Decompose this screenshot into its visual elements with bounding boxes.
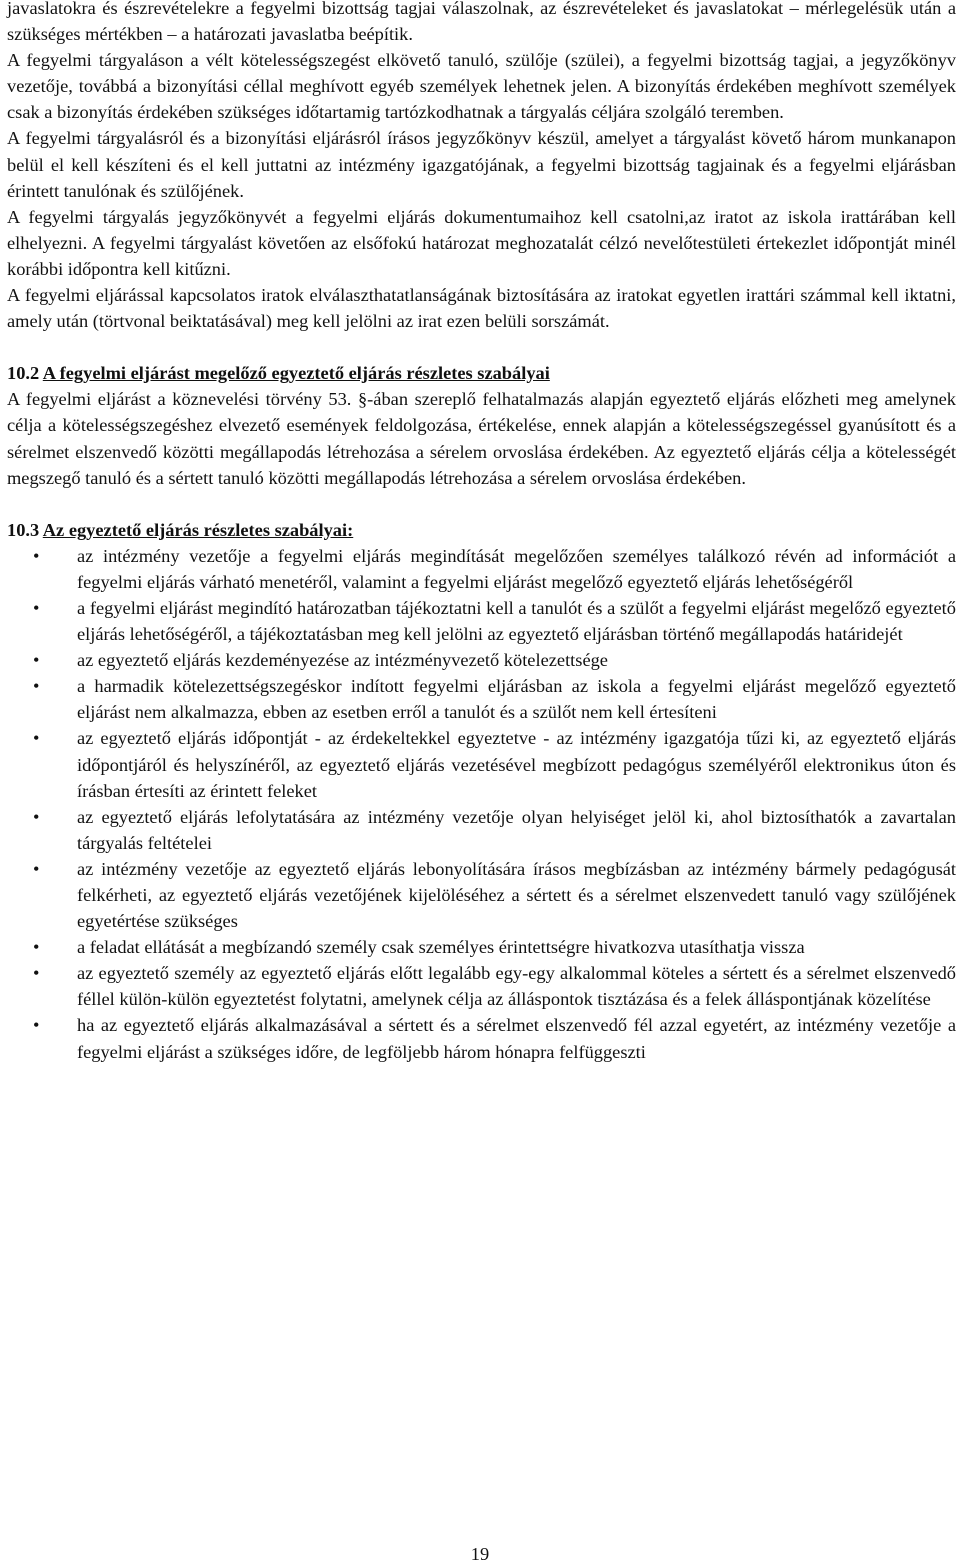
list-item-text: a feladat ellátását a megbízandó személy csak személyes érintettségre hivatkozva utasíthatja vissza	[77, 937, 805, 958]
list-item-text: az egyeztető eljárás kezdeményezése az intézményvezető kötelezettsége	[77, 650, 608, 671]
list-item	[7, 543, 956, 595]
list-item	[7, 595, 956, 647]
list-item	[7, 934, 956, 960]
list-item	[7, 960, 956, 1012]
paragraph-1: javaslatokra és észrevételekre a fegyelmi bizottság tagjai válaszolnak, az észrevételeket és javaslatokat – mérlegelésük után a szükséges mértékben – a határozati javaslatba beépítik.	[7, 0, 956, 45]
section-10-3-number: 10.3	[7, 519, 40, 540]
list-item-text: az egyeztető eljárás időpontját - az érdekeltekkel egyeztetve - az intézmény igazgatója tűzi ki, az egyeztető eljárás időpontjáról és helyszínéről, az egyeztető eljárás vezetésével megbízott pedagógus személyéről elektronikus úton és írásban értesíti az érintett feleket	[77, 728, 956, 801]
section-10-2-heading	[7, 360, 956, 386]
list-item-text: az egyeztető eljárás lefolytatására az intézmény vezetője olyan helyiséget jelöl ki, ahol biztosíthatók a zavartalan tárgyalás feltételei	[77, 806, 956, 853]
section-10-3-title: Az egyeztető eljárás részletes szabályai:	[42, 519, 354, 540]
bullet-icon: •	[33, 858, 40, 879]
list-item	[7, 673, 956, 725]
section-10-3-heading	[7, 517, 956, 543]
paragraph-2: A fegyelmi tárgyaláson a vélt kötelességszegést elkövető tanuló, szülője (szülei), a fegyelmi bizottság tagjai, a jegyzőkönyv vezetője, továbbá a bizonyítási céllal meghívott egyéb személyek lehetnek jelen. A bizonyítás érdekében meghívott személyek csak a bizonyítás érdekében szükséges időtartamig tartózkodhatnak a tárgyalás céljára szolgáló teremben.	[7, 50, 956, 123]
list-item-text: az intézmény vezetője az egyeztető eljárás lebonyolítására írásos megbízásban az intézmény bármely pedagógusát felkérheti, az egyeztető eljárás vezetőjének kijelöléséhez a sértett és a sérelmet elszenvedett tanuló vagy szülőjének egyetértése szükséges	[77, 858, 956, 932]
list-item	[7, 1012, 956, 1064]
section-10-2-title: A fegyelmi eljárást megelőző egyeztető eljárás részletes szabályai	[42, 363, 550, 384]
list-item-text: az intézmény vezetője a fegyelmi eljárás megindítását megelőzően személyes találkozó révén ad információt a fegyelmi eljárás várható menetéről, valamint a fegyelmi eljárást megelőző egyeztető eljárás lehetőségéről	[77, 545, 956, 592]
list-item	[7, 856, 956, 934]
rules-list	[7, 543, 956, 1065]
paragraph-3: A fegyelmi tárgyalásról és a bizonyítási eljárásról írásos jegyzőkönyv készül, amelyet a tárgyalást követő három munkanapon belül el kell készíteni és el kell juttatni az intézmény igazgatójának, a fegyelmi bizottság tagjainak és a fegyelmi eljárásban érintett tanulónak és szülőjének.	[7, 128, 956, 201]
bullet-icon: •	[33, 650, 40, 671]
list-item-text: a fegyelmi eljárást megindító határozatban tájékoztatni kell a tanulót és a szülőt a fegyelmi eljárást megelőző egyeztető eljárás lehetőségéről, a tájékoztatásban meg kell jelölni az egyeztető eljárásban történő megállapodás határidejét	[77, 597, 956, 645]
bullet-icon: •	[33, 937, 40, 958]
list-item-text: az egyeztető személy az egyeztető eljárás előtt legalább egy-egy alkalommal köteles a sértett és a sérelmet elszenvedő féllel külön-külön egyeztetést folytatni, amelynek célja az álláspontok tisztázása és a felek álláspontjának közelítése	[77, 963, 956, 1010]
bullet-icon: •	[33, 1015, 40, 1036]
section-10-2-body: A fegyelmi eljárást a köznevelési törvény 53. §-ában szereplő felhatalmazás alapján egyeztető eljárás előzheti meg amelynek célja a kötelességszegéshez elvezető események feldolgozása, értékelése, ennek alapján a kötelességszegéssel gyanúsított és a sérelmet elszenvedő közötti megállapodás létrehozása a sérelem orvoslása érdekében. Az egyeztető eljárás célja a kötelességét megszegő tanuló és a sértett tanuló közötti megállapodás létrehozása a sérelem orvoslása érdekében.	[7, 389, 956, 488]
bullet-icon: •	[33, 963, 40, 984]
list-item-text: a harmadik kötelezettségszegéskor indított fegyelmi eljárásban az iskola a fegyelmi eljárást megelőző egyeztető eljárást nem alkalmazza, ebben az esetben erről a tanulót és a szülőt nem kell értesíteni	[77, 676, 956, 723]
list-item	[7, 804, 956, 856]
document-page	[7, 0, 956, 1065]
bullet-icon: •	[33, 545, 40, 566]
list-item	[7, 725, 956, 803]
list-item-text: ha az egyeztető eljárás alkalmazásával a sértett és a sérelmet elszenvedő fél azzal egyetért, az intézmény vezetője a fegyelmi eljárást a szükséges időre, de legföljebb három hónapra felfüggeszti	[77, 1015, 956, 1062]
page-number: 19	[470, 1544, 490, 1564]
bullet-icon: •	[33, 676, 40, 697]
bullet-icon: •	[33, 728, 40, 749]
list-item	[7, 647, 956, 673]
section-10-2-number: 10.2	[7, 363, 40, 384]
paragraph-5: A fegyelmi eljárással kapcsolatos iratok elválaszthatatlanságának biztosítására az iratokat egyetlen irattári számmal kell iktatni, amely után (törtvonal beiktatásával) meg kell jelölni az irat ezen belüli sorszámát.	[7, 285, 956, 332]
bullet-icon: •	[33, 806, 40, 827]
bullet-icon: •	[33, 597, 40, 618]
paragraph-4: A fegyelmi tárgyalás jegyzőkönyvét a fegyelmi eljárás dokumentumaihoz kell csatolni,az iratot az iskola irattárában kell elhelyezni. A fegyelmi tárgyalást követően az elsőfokú határozat meghozatalát célzó nevelőtestületi értekezlet időpontját minél korábbi időpontra kell kitűzni.	[7, 206, 956, 279]
